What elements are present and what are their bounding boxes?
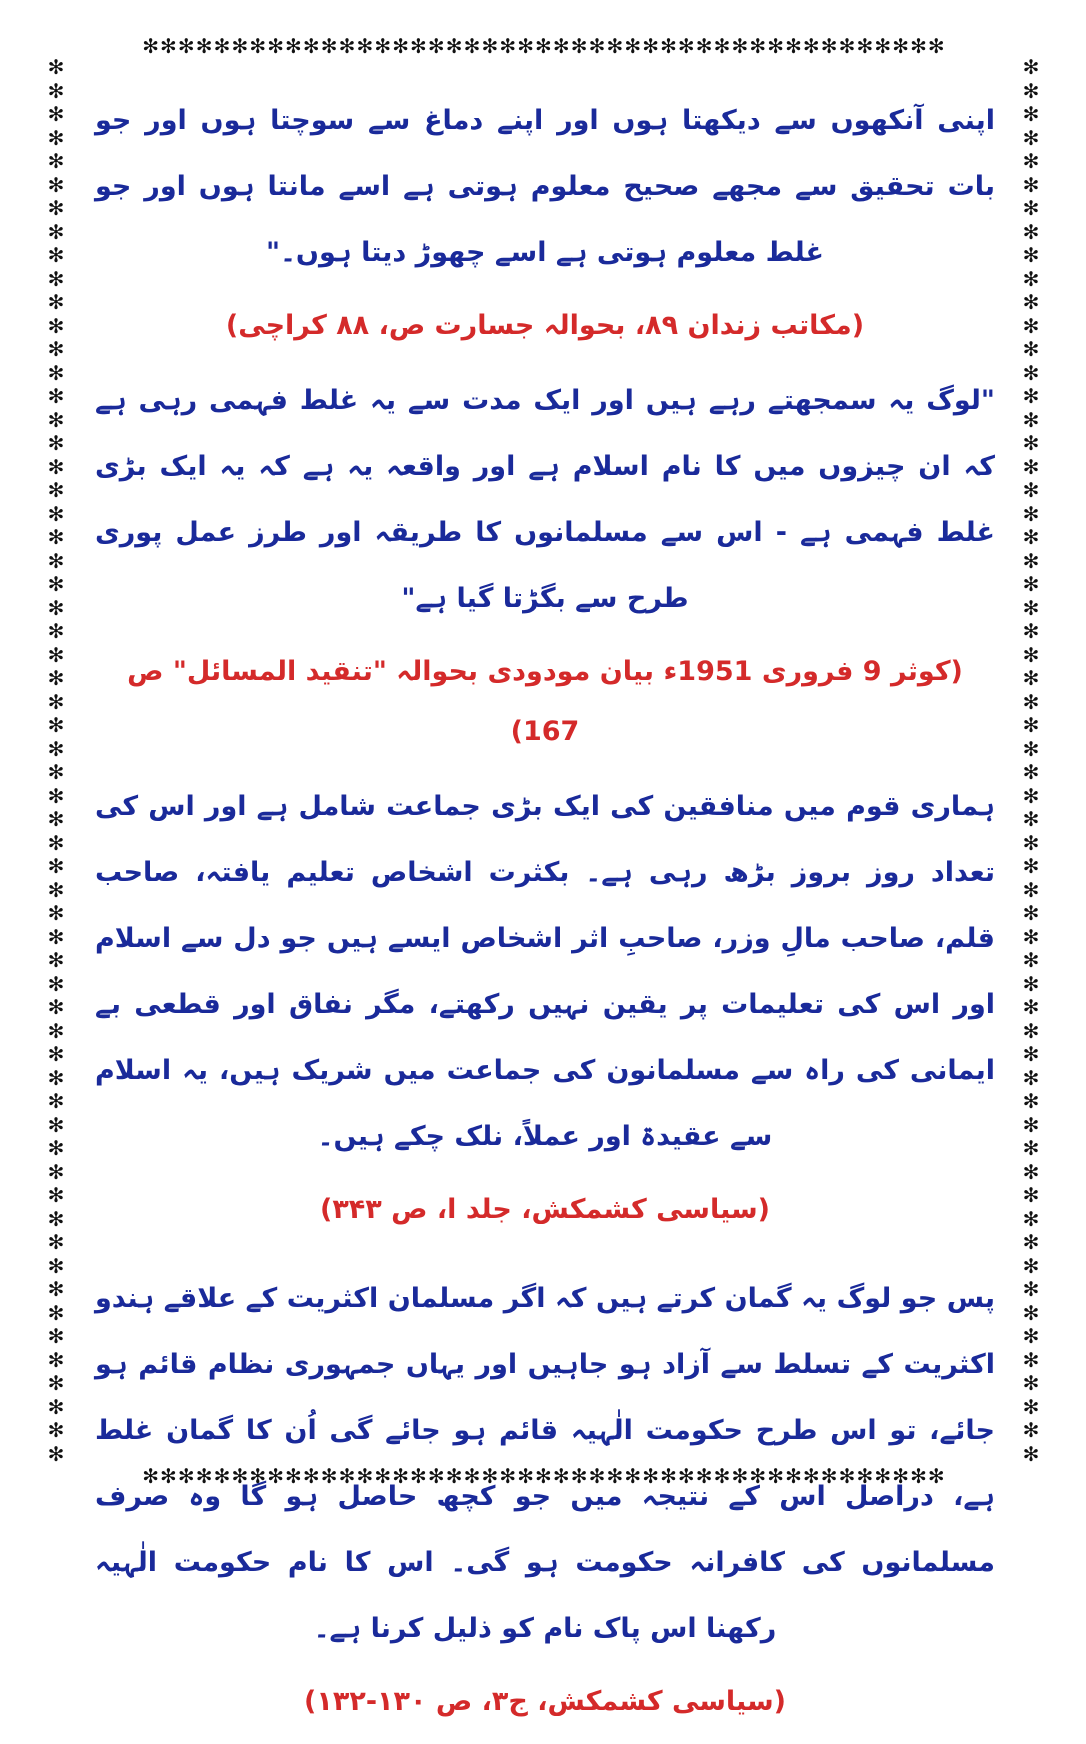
decorative-border-bottom: ✻✻✻✻✻✻✻✻✻✻✻✻✻✻✻✻✻✻✻✻✻✻✻✻✻✻✻✻✻✻✻✻✻✻✻✻✻✻✻✻✻✻✻✻✻ (142, 1464, 946, 1488)
page-content (95, 88, 995, 1744)
quote-paragraph-3: ہماری قوم میں منافقین کی ایک بڑی جماعت شامل ہے اور اس کی تعداد روز بروز بڑھ رہی ہے۔ بکثرت اشخاص تعلیم یافتہ، صاحب قلم، صاحب مالِ وزر، صاحبِ اثر اشخاص ایسے ہیں جو دل سے اسلام اور اس کی تعلیمات پر یقین نہیں رکھتے، مگر نفاق اور قطعی بے ایمانی کی راہ سے مسلمانون کی جماعت میں شریک ہیں، یہ اسلام سے عقیدۃ اور عملاً، نلک چکے ہیں۔ (95, 791, 995, 1152)
quote-paragraph-2: "لوگ یہ سمجھتے رہے ہیں اور ایک مدت سے یہ غلط فہمی رہی ہے کہ ان چیزوں میں کا نام اسلام ہے اور واقعہ یہ ہے کہ یہ ایک بڑی غلط فہمی ہے - اس سے مسلمانوں کا طریقہ اور طرز عمل پوری طرح سے بگڑتا گیا ہے" (95, 385, 995, 614)
citation-2: (کوثر 9 فروری 1951ء بیان مودودی بحوالہ "تنقید المسائل" ص 167) (127, 656, 963, 747)
decorative-border-top: ✻✻✻✻✻✻✻✻✻✻✻✻✻✻✻✻✻✻✻✻✻✻✻✻✻✻✻✻✻✻✻✻✻✻✻✻✻✻✻✻✻✻✻✻✻ (142, 34, 946, 58)
spacer (95, 1252, 995, 1266)
citation-1: (مکاتب زندان ۸۹، بحوالہ جسارت ص، ۸۸ کراچی) (225, 310, 865, 341)
decorative-border-left: ✻✻✻✻✻✻✻✻✻✻✻✻✻✻✻✻✻✻✻✻✻✻✻✻✻✻✻✻✻✻✻✻✻✻✻✻✻✻✻✻✻✻✻✻✻✻✻✻✻✻✻✻✻✻✻✻✻✻✻✻ (47, 56, 65, 1466)
citation-4: (سیاسی کشمکش، ج۳، ص ۱۳۰-۱۳۲) (304, 1686, 786, 1717)
citation-3: (سیاسی کشمکش، جلد ا، ص ۳۴۳) (319, 1194, 771, 1225)
quote-paragraph-4: پس جو لوگ یہ گمان کرتے ہیں کہ اگر مسلمان اکثریت کے علاقے ہندو اکثریت کے تسلط سے آزاد ہو جاہیں اور یہاں جمہوری نظام قائم ہو جائے، تو اس طرح حکومت الٰہیہ قائم ہو جائے گی اُن کا گمان غلط ہے، دراصل اس کے نتیجہ میں جو کچھ حاصل ہو گا وہ صرف مسلمانوں کی کافرانہ حکومت ہو گی۔ اس کا نام حکومت الٰہیہ رکھنا اس پاک نام کو ذلیل کرنا ہے۔ (95, 1283, 995, 1644)
quote-paragraph-1: اپنی آنکھوں سے دیکھتا ہوں اور اپنے دماغ سے سوچتا ہوں اور جو بات تحقیق سے مجھے صحیح معلوم ہوتی ہے اسے مانتا ہوں اور جو غلط معلوم ہوتی ہے اسے چھوڑ دیتا ہوں۔" (95, 105, 995, 268)
decorative-border-right: ✻✻✻✻✻✻✻✻✻✻✻✻✻✻✻✻✻✻✻✻✻✻✻✻✻✻✻✻✻✻✻✻✻✻✻✻✻✻✻✻✻✻✻✻✻✻✻✻✻✻✻✻✻✻✻✻✻✻✻✻ (1022, 56, 1040, 1466)
